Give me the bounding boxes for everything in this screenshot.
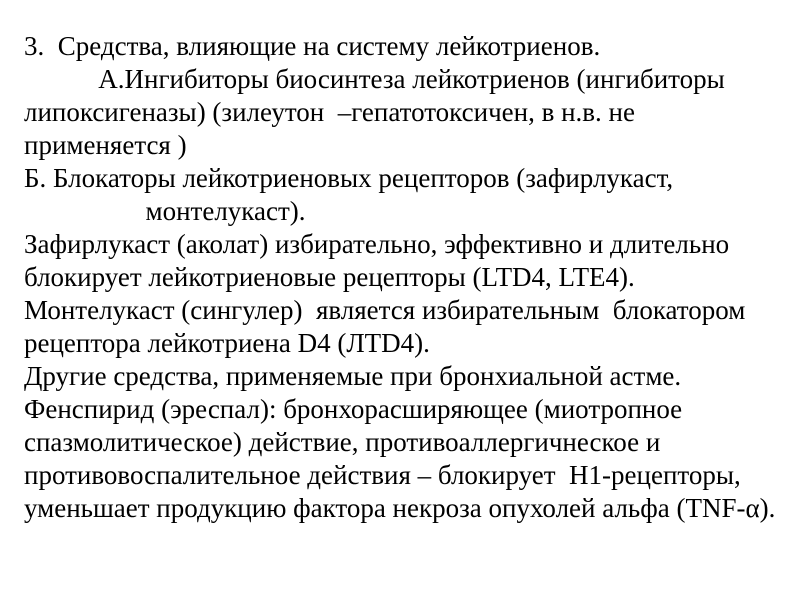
slide-text-line: липоксигеназы) (зилеутон –гепатотоксичен, в н.в. не	[24, 97, 635, 127]
slide-text-line: спазмолитическое) действие, противоаллергичнеское и	[24, 427, 661, 457]
slide-text-line: Монтелукаст (сингулер) является избирательным блокатором	[24, 295, 746, 325]
slide-text-line: монтелукаст).	[24, 196, 306, 226]
slide-text-line: Фенспирид (эреспал): бронхорасширяющее (миотропное	[24, 394, 683, 424]
slide-text-line: А.Ингибиторы биосинтеза лейкотриенов (ингибиторы	[24, 64, 725, 94]
slide-text-line: блокирует лейкотриеновые рецепторы (LTD4, LTE4).	[24, 262, 635, 292]
slide-text-line: уменьшает продукцию фактора некроза опухолей альфа (TNF-α).	[24, 493, 776, 523]
slide-text-line: Зафирлукаст (аколат) избирательно, эффективно и длительно	[24, 229, 730, 259]
slide-text-line: применяется )	[24, 130, 187, 160]
slide-text-line: противовоспалительное действия – блокирует Н1-рецепторы,	[24, 460, 741, 490]
slide-text-line: рецептора лейкотриена D4 (ЛТD4).	[24, 328, 430, 358]
slide-text-line: Б. Блокаторы лейкотриеновых рецепторов (зафирлукаст,	[24, 163, 674, 193]
slide-text-line: Другие средства, применяемые при бронхиальной астме.	[24, 361, 682, 391]
slide-text-line: 3. Средства, влияющие на систему лейкотриенов.	[24, 31, 601, 61]
